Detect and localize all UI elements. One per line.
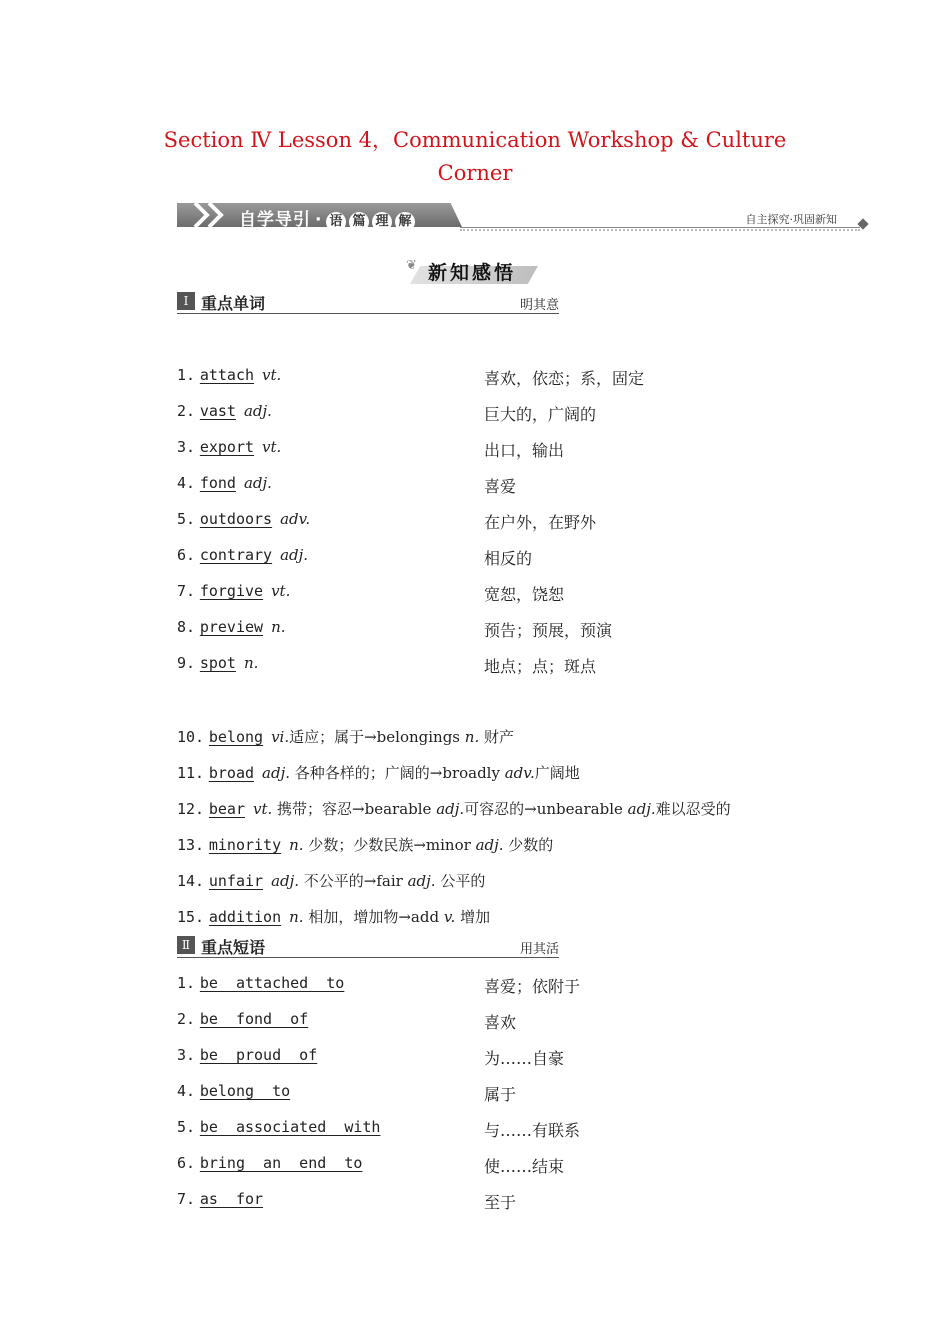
item-index: 3. — [177, 438, 196, 456]
derived-text: 公平的 — [435, 872, 486, 890]
banner-rule — [460, 227, 860, 228]
phrase: belong to — [199, 1082, 291, 1100]
part-of-speech: n. — [243, 654, 259, 672]
item-index: 6. — [177, 1154, 196, 1172]
section-note: 用其活 — [519, 942, 559, 957]
derived-text: 广阔地 — [534, 764, 580, 782]
item-index: 14. — [177, 872, 205, 890]
subhead — [406, 256, 550, 286]
part-of-speech: vi. — [271, 728, 290, 746]
phrase-meaning: 为……自豪 — [484, 1049, 565, 1068]
derived-text: 适应；属于→belongings — [289, 728, 465, 746]
phrase-row — [177, 1118, 857, 1140]
banner-dotted-rule — [460, 229, 860, 231]
derived-row — [177, 870, 857, 892]
part-of-speech: vt. — [253, 800, 273, 818]
item-index: 5. — [177, 1118, 196, 1136]
banner-char: 解 — [395, 212, 415, 232]
part-of-speech: vt. — [262, 366, 282, 384]
banner-separator: · — [315, 210, 323, 230]
vocab-word: forgive — [199, 582, 264, 600]
phrase-row — [177, 1154, 857, 1176]
section-number: Ⅰ — [177, 292, 195, 310]
banner-right-label: 自主探究·巩固新知 — [745, 213, 837, 226]
subhead-text: 新知感悟 — [428, 262, 517, 284]
phrase: be fond of — [199, 1010, 309, 1028]
vocab-row — [177, 546, 857, 568]
phrase: be proud of — [199, 1046, 318, 1064]
phrase-row — [177, 1082, 857, 1104]
item-index: 10. — [177, 728, 205, 746]
page-title-line1: Section Ⅳ Lesson 4，Communication Workshop & Culture — [163, 128, 787, 152]
item-index: 5. — [177, 510, 196, 528]
item-index: 7. — [177, 1190, 196, 1208]
vocab-word: addition — [208, 908, 282, 926]
phrase: be associated with — [199, 1118, 381, 1136]
banner-char: 理 — [372, 212, 392, 232]
derived-text: 相加，增加物→add — [303, 908, 444, 926]
part-of-speech: adj. — [243, 402, 272, 420]
item-index: 4. — [177, 474, 196, 492]
item-index: 1. — [177, 366, 196, 384]
part-of-speech: n. — [289, 836, 304, 854]
derived-text: 少数的 — [503, 836, 554, 854]
derived-text: 少数；少数民族→minor — [303, 836, 476, 854]
part-of-speech: adj. — [475, 836, 504, 854]
vocab-meaning: 预告；预展，预演 — [484, 621, 613, 640]
vocab-row — [177, 582, 857, 604]
derived-text: 财产 — [479, 728, 514, 746]
page-title-line2: Corner — [437, 161, 513, 185]
part-of-speech: n. — [464, 728, 480, 746]
phrase: be attached to — [199, 974, 345, 992]
vocab-meaning: 相反的 — [484, 549, 533, 568]
vocab-word: attach — [199, 366, 255, 384]
part-of-speech: adj. — [407, 872, 436, 890]
phrase-meaning: 属于 — [484, 1085, 517, 1104]
derived-text: 携带；容忍→bearable — [272, 800, 437, 818]
part-of-speech: adj. — [271, 872, 300, 890]
part-of-speech: adv. — [504, 764, 535, 782]
item-index: 11. — [177, 764, 205, 782]
item-index: 6. — [177, 546, 196, 564]
derived-text: 不公平的→fair — [299, 872, 408, 890]
vocab-word: bear — [208, 800, 245, 818]
item-index: 2. — [177, 1010, 196, 1028]
item-index: 8. — [177, 618, 196, 636]
section-label: 重点短语 — [201, 938, 266, 957]
phrase: as for — [199, 1190, 264, 1208]
banner-char: 篇 — [349, 212, 369, 232]
leaf-icon: ❦ — [406, 258, 417, 273]
phrase-row — [177, 1046, 857, 1068]
item-index: 13. — [177, 836, 205, 854]
part-of-speech: vt. — [271, 582, 291, 600]
section-number: Ⅱ — [177, 936, 195, 954]
item-index: 4. — [177, 1082, 196, 1100]
vocab-meaning: 出口，输出 — [484, 441, 565, 460]
derived-text: 难以忍受的 — [655, 800, 731, 818]
derived-text: 各种各样的；广阔的→broadly — [290, 764, 505, 782]
vocab-word: belong — [208, 728, 264, 746]
vocab-meaning: 在户外，在野外 — [484, 513, 597, 532]
part-of-speech: vt. — [262, 438, 282, 456]
part-of-speech: adj. — [436, 800, 465, 818]
part-of-speech: v. — [443, 908, 456, 926]
double-chevron-icon — [191, 201, 231, 229]
vocab-row — [177, 618, 857, 640]
phrase-row — [177, 1190, 857, 1212]
derived-text: 可容忍的→unbearable — [464, 800, 628, 818]
banner-title — [239, 205, 418, 232]
vocab-word: broad — [208, 764, 255, 782]
vocab-meaning: 地点；点；斑点 — [484, 657, 597, 676]
section-heading-words — [177, 291, 559, 314]
section-heading-phrases — [177, 935, 559, 958]
vocab-word: export — [199, 438, 255, 456]
vocab-word: spot — [199, 654, 236, 672]
phrase-meaning: 与……有联系 — [484, 1121, 581, 1140]
derived-row — [177, 726, 857, 748]
vocab-word: outdoors — [199, 510, 273, 528]
part-of-speech: n. — [289, 908, 304, 926]
part-of-speech: adj. — [243, 474, 272, 492]
derived-row — [177, 798, 857, 820]
item-index: 7. — [177, 582, 196, 600]
vocab-meaning: 喜爱 — [484, 477, 517, 496]
phrase-meaning: 使……结束 — [484, 1157, 565, 1176]
vocab-row — [177, 402, 857, 424]
phrase-row — [177, 974, 857, 996]
derived-text: 增加 — [455, 908, 491, 926]
vocab-row — [177, 654, 857, 676]
phrase-meaning: 至于 — [484, 1193, 517, 1212]
derived-row — [177, 834, 857, 856]
vocab-row — [177, 438, 857, 460]
part-of-speech: adj. — [627, 800, 656, 818]
vocab-word: fond — [199, 474, 236, 492]
vocab-word: contrary — [199, 546, 273, 564]
vocab-word: minority — [208, 836, 282, 854]
phrase-meaning: 喜欢 — [484, 1013, 517, 1032]
banner-char: 语 — [326, 212, 346, 232]
section-note: 明其意 — [519, 298, 559, 313]
derived-row — [177, 762, 857, 784]
vocab-meaning: 巨大的，广阔的 — [484, 405, 597, 424]
phrase: bring an end to — [199, 1154, 363, 1172]
item-index: 9. — [177, 654, 196, 672]
item-index: 15. — [177, 908, 205, 926]
item-index: 3. — [177, 1046, 196, 1064]
vocab-meaning: 喜欢，依恋；系，固定 — [484, 369, 645, 388]
vocab-row — [177, 510, 857, 532]
item-index: 2. — [177, 402, 196, 420]
part-of-speech: adj. — [262, 764, 290, 782]
section-banner — [177, 201, 867, 231]
section-label: 重点单词 — [201, 294, 266, 313]
vocab-row — [177, 474, 857, 496]
part-of-speech: n. — [271, 618, 286, 636]
derived-row — [177, 906, 857, 928]
banner-title-part1: 自学导引 — [239, 210, 311, 230]
vocab-row — [177, 366, 857, 388]
item-index: 1. — [177, 974, 196, 992]
vocab-word: preview — [199, 618, 264, 636]
vocab-word: vast — [199, 402, 236, 420]
vocab-meaning: 宽恕，饶恕 — [484, 585, 565, 604]
phrase-row — [177, 1010, 857, 1032]
vocab-word: unfair — [208, 872, 264, 890]
item-index: 12. — [177, 800, 205, 818]
part-of-speech: adj. — [280, 546, 309, 564]
phrase-meaning: 喜爱；依附于 — [484, 977, 581, 996]
part-of-speech: adv. — [280, 510, 311, 528]
